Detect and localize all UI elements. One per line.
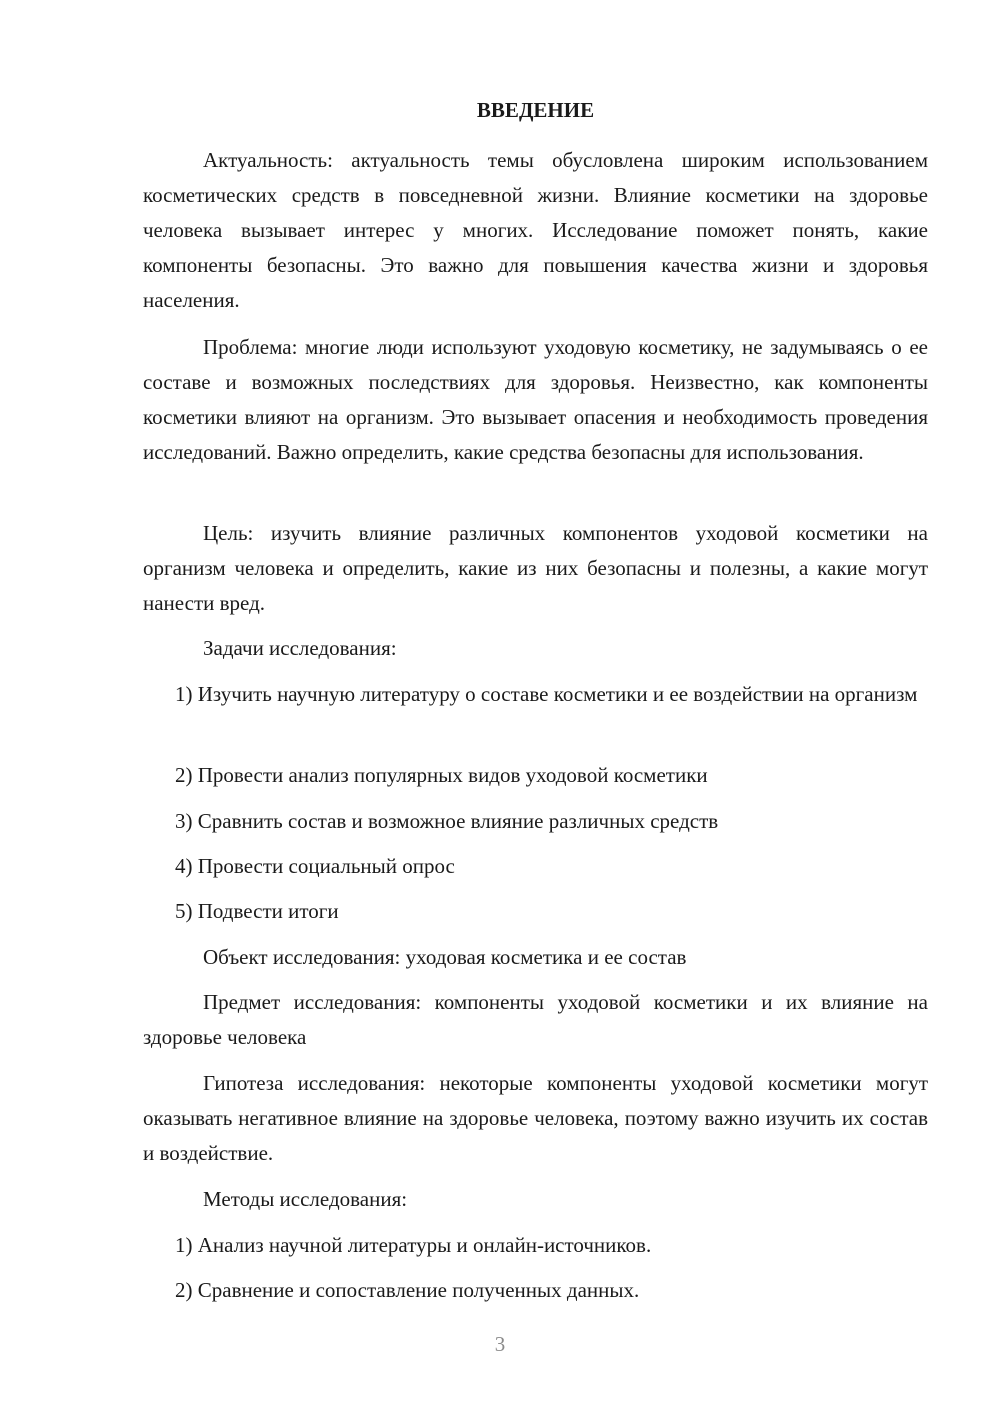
problem-paragraph: Проблема: многие люди используют уходовую косметику, не задумываясь о ее составе и возможных последствиях для здоровья. Неизвестно, как компоненты косметики влияют на организм. Это вызывает опасения и необходимость проведения исследований. Важно определить, какие средства безопасны для использования.	[143, 335, 928, 464]
subject-paragraph: Предмет исследования: компоненты уходовой косметики и их влияние на здоровье человека	[143, 990, 928, 1049]
page-number: 3	[494, 1332, 506, 1356]
page-title: ВВЕДЕНИЕ	[476, 98, 595, 122]
task-item-2: 2) Провести анализ популярных видов уходовой косметики	[175, 763, 708, 787]
method-item-2: 2) Сравнение и сопоставление полученных данных.	[175, 1278, 640, 1302]
tasks-heading: Задачи исследования:	[203, 636, 397, 660]
task-item-1: 1) Изучить научную литературу о составе косметики и ее воздействии на организм	[175, 682, 918, 706]
task-item-3: 3) Сравнить состав и возможное влияние различных средств	[175, 809, 719, 833]
task-item-4: 4) Провести социальный опрос	[175, 854, 455, 878]
task-item-5: 5) Подвести итоги	[175, 899, 339, 923]
goal-paragraph: Цель: изучить влияние различных компонентов уходовой косметики на организм человека и определить, какие из них безопасны и полезны, а какие могут нанести вред.	[143, 521, 928, 615]
method-item-1: 1) Анализ научной литературы и онлайн-источников.	[175, 1233, 652, 1257]
hypothesis-paragraph: Гипотеза исследования: некоторые компоненты уходовой косметики могут оказывать негативное влияние на здоровье человека, поэтому важно изучить их состав и воздействие.	[143, 1071, 928, 1165]
relevance-paragraph: Актуальность: актуальность темы обусловлена широким использованием косметических средств в повседневной жизни. Влияние косметики на здоровье человека вызывает интерес у многих. Исследование поможет понять, какие компоненты безопасны. Это важно для повышения качества жизни и здоровья населения.	[143, 148, 928, 312]
object-paragraph: Объект исследования: уходовая косметика и ее состав	[203, 945, 687, 969]
methods-heading: Методы исследования:	[203, 1187, 408, 1211]
